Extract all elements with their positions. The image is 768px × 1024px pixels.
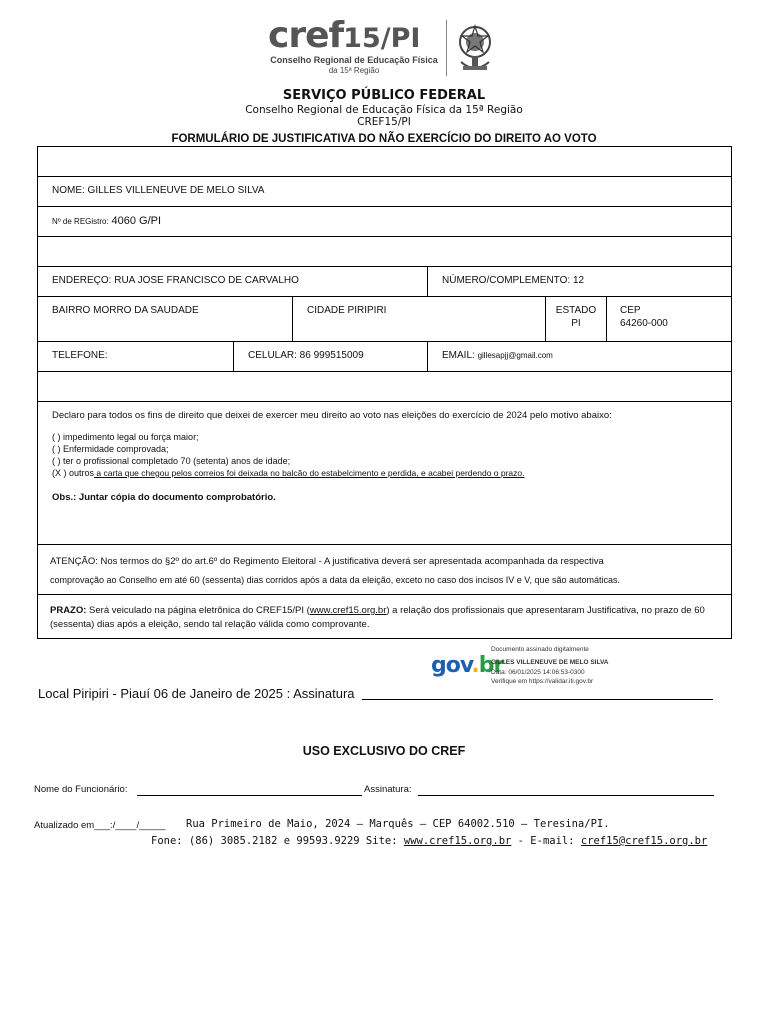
logo-divider <box>446 20 447 76</box>
option-other-mark: (X ) outros <box>52 468 95 478</box>
logo-subtitle: Conselho Regional de Educação Física <box>270 55 438 65</box>
cref-address: Rua Primeiro de Maio, 2024 – Marquês – CEP 64002.510 – Teresina/PI. <box>186 818 610 830</box>
govbr-logo-dot: . <box>471 653 479 678</box>
col-divider <box>427 266 428 296</box>
row-divider <box>37 266 732 267</box>
contact-phone: Fone: (86) 3085.2182 e 99593.9229 Site: <box>151 835 404 847</box>
row-divider <box>37 176 732 177</box>
cref-contact <box>151 835 707 847</box>
updated-at <box>34 820 166 831</box>
contact-email-label: - E-mail: <box>511 835 581 847</box>
header-council: Conselho Regional de Educação Física da 15ª Região <box>245 104 523 116</box>
row-divider <box>37 401 732 402</box>
declaration-intro: Declaro para todos os fins de direito que deixei de exercer meu direito ao voto nas eleições do exercício de 2024 pelo motivo abaixo: <box>52 410 612 421</box>
registration-label: Nº de REGistro: <box>52 217 109 226</box>
name-field[interactable]: NOME: GILLES VILLENEUVE DE MELO SILVA <box>52 185 265 196</box>
logo-number: 15/PI <box>343 23 421 54</box>
employee-signature-label: Assinatura: <box>364 784 412 795</box>
col-divider <box>292 296 293 341</box>
cep-field[interactable] <box>620 304 668 330</box>
registration-value: 4060 G/PI <box>111 215 162 227</box>
row-divider <box>37 544 732 545</box>
col-divider <box>606 296 607 341</box>
stamp-date: Data: 06/01/2025 14:06:53-0300 <box>491 669 585 676</box>
col-divider <box>545 296 546 341</box>
logo-main: cref <box>268 15 344 56</box>
email-label: EMAIL: <box>442 350 475 361</box>
contact-email-link[interactable]: cref15@cref15.org.br <box>580 835 708 847</box>
option-other-reason: a carta que chegou pelos correios foi deixada no balcão do estabelcimento e perdida, e acabei perdendo o prazo. <box>94 468 525 478</box>
email-value: gillesapjj@gmail.com <box>477 351 553 360</box>
cep-label: CEP <box>620 305 641 316</box>
address-field[interactable]: ENDEREÇO: RUA JOSE FRANCISCO DE CARVALHO <box>52 275 299 286</box>
state-field[interactable] <box>555 304 597 330</box>
deadline-text-a: Será veiculado na página eletrônica do CREF15/PI ( <box>86 605 310 616</box>
cep-value: 64260-000 <box>620 318 668 329</box>
attention-line1 <box>50 555 604 568</box>
employee-signature-line[interactable] <box>418 795 714 796</box>
stamp-verify: Verifique em https://validar.iti.gov.br <box>491 678 594 685</box>
govbr-logo-br: br <box>478 653 504 678</box>
cref-site-link[interactable]: www.cref15.org.br <box>309 605 387 616</box>
option-age[interactable]: ( ) ter o profissional completado 70 (setenta) anos de idade; <box>52 456 291 466</box>
col-divider <box>233 341 234 371</box>
form-title: FORMULÁRIO DE JUSTIFICATIVA DO NÃO EXERCÍCIO DO DIREITO AO VOTO <box>171 133 597 145</box>
row-divider <box>37 594 732 595</box>
employee-name-line[interactable] <box>137 795 362 796</box>
cref-logo <box>268 16 420 59</box>
option-illness[interactable]: ( ) Enfermidade comprovada; <box>52 444 169 454</box>
stamp-signer: GILLES VILLENEUVE DE MELO SILVA <box>491 659 609 666</box>
deadline-label: PRAZO: <box>50 605 87 616</box>
city-field[interactable]: CIDADE PIRIPIRI <box>307 305 387 316</box>
cref-exclusive-title: USO EXCLUSIVO DO CREF <box>302 744 466 758</box>
registration-field[interactable] <box>52 215 161 228</box>
signature-line[interactable] <box>362 699 713 700</box>
deadline-text-b: ) a relação dos profissionais que apresentaram Justificativa, no prazo de 60 (sessenta) dias após a eleição, sendo tal relação válida como comprovante. <box>50 605 705 630</box>
email-field[interactable] <box>442 349 553 362</box>
option-impediment[interactable]: ( ) impedimento legal ou força maior; <box>52 432 199 442</box>
updated-at-fill: ___:/____/_____ <box>94 820 166 831</box>
row-divider <box>37 296 732 297</box>
place-date-signature: Local Piripiri - Piauí 06 de Janeiro de 2025 : Assinatura <box>38 686 355 701</box>
attention-text2: comprovação ao Conselho em até 60 (sessenta) dias corridos após a data da eleição, exceto no caso dos incisos IV e V, que são automáticas. <box>50 575 621 585</box>
phone-field[interactable]: TELEFONE: <box>52 350 108 361</box>
row-divider <box>37 236 732 237</box>
brazil-coat-of-arms-icon <box>455 22 495 74</box>
observation: Obs.: Juntar cópia do documento comprobatório. <box>52 492 276 503</box>
state-value: PI <box>571 318 581 329</box>
attention-text1: Nos termos do §2º do art.6º do Regimento Eleitoral - A justificativa deverá ser apresentada acompanhada da respectiva <box>97 556 604 567</box>
deadline-notice <box>50 604 720 632</box>
header-service: SERVIÇO PÚBLICO FEDERAL <box>282 88 486 103</box>
state-label: ESTADO <box>555 305 597 316</box>
col-divider <box>427 341 428 371</box>
govbr-logo-gov: gov <box>431 653 472 678</box>
logo-subtitle-region: da 15ª Região <box>328 66 380 75</box>
stamp-line1: Documento assinado digitalmente <box>491 646 589 653</box>
attention-label: ATENÇÃO: <box>50 556 98 567</box>
row-divider <box>37 206 732 207</box>
number-field[interactable]: NÚMERO/COMPLEMENTO: 12 <box>442 275 585 286</box>
row-divider <box>37 371 732 372</box>
cellphone-field[interactable]: CELULAR: 86 999515009 <box>248 350 364 361</box>
neighborhood-field[interactable]: BAIRRO MORRO DA SAUDADE <box>52 305 199 316</box>
employee-name-label: Nome do Funcionário: <box>34 784 128 795</box>
contact-site-link[interactable]: www.cref15.org.br <box>403 835 512 847</box>
header-acronym: CREF15/PI <box>357 116 411 128</box>
row-divider <box>37 341 732 342</box>
updated-at-label: Atualizado em <box>34 820 95 831</box>
option-other[interactable] <box>52 467 525 480</box>
